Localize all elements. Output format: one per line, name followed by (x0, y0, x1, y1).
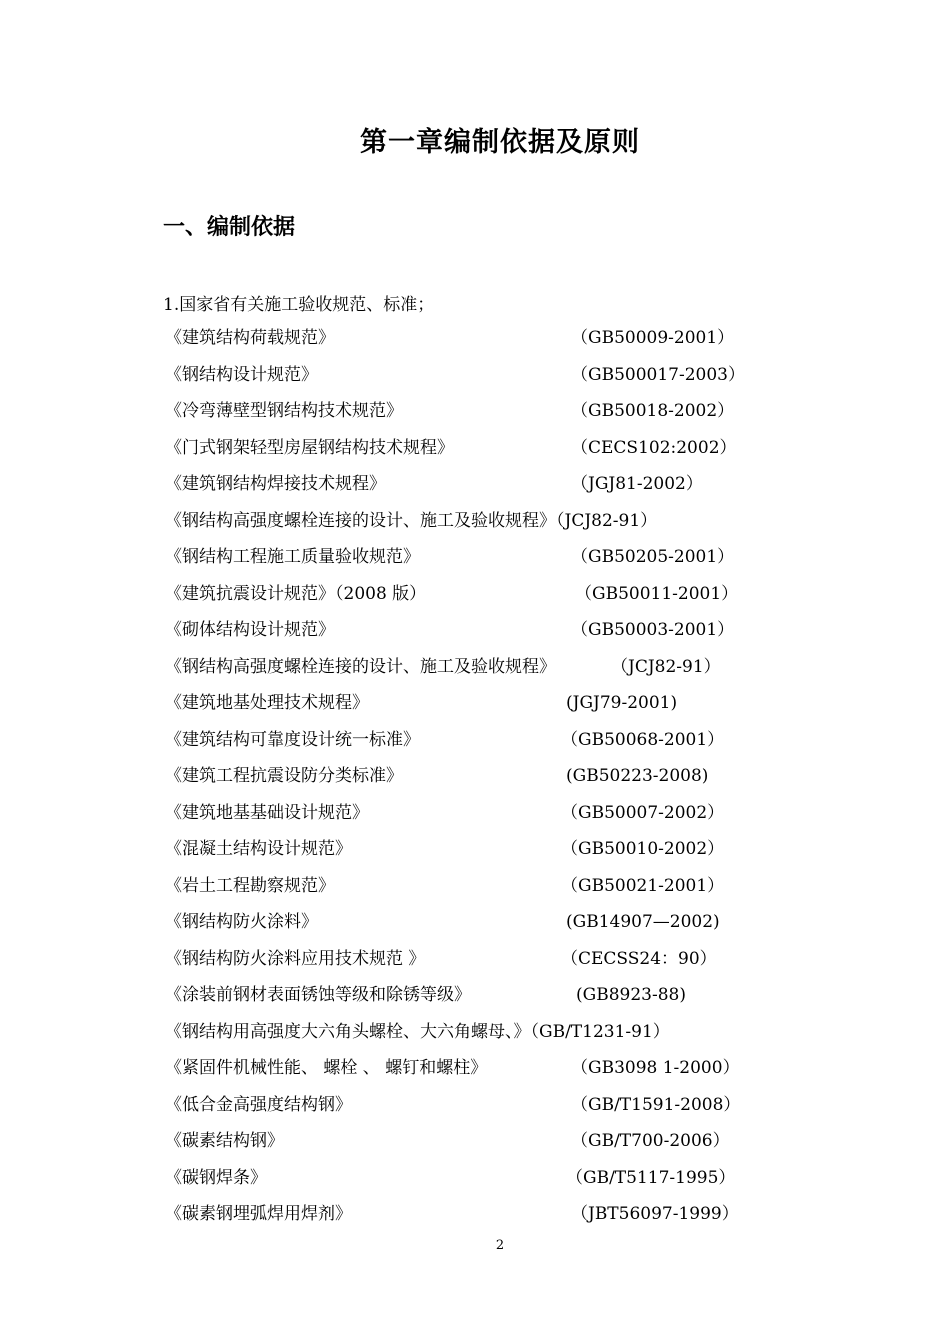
standard-code: （JCJ82-91） (611, 656, 721, 677)
standard-code: （GB/T700-2006） (571, 1131, 730, 1151)
standard-row (165, 728, 765, 765)
chapter-title: 第一章编制依据及原则 (360, 127, 640, 158)
standard-code: （GB/T1591-2008） (571, 1094, 741, 1115)
standard-row (165, 837, 765, 874)
standard-code: （GB50018-2002） (571, 401, 735, 421)
standard-name: 《钢结构工程施工质量验收规范》 (165, 547, 420, 567)
standard-row (165, 509, 765, 546)
standard-code: （GB50010-2002） (561, 839, 725, 859)
standard-code: （GB50205-2001） (571, 547, 735, 567)
standard-row (165, 1202, 765, 1239)
standard-code: （GB50009-2001） (571, 328, 735, 348)
standard-code: （CECS102:2002） (571, 437, 737, 458)
standard-name: 《建筑地基处理技术规程》 (165, 693, 369, 713)
standard-code: （GB50011-2001） (575, 583, 739, 604)
standard-code: （JBT56097-1999） (571, 1204, 739, 1224)
standard-code: (GB14907—2002) (566, 912, 720, 932)
standard-name: 《混凝土结构设计规范》 (165, 839, 352, 859)
standard-row (165, 399, 765, 436)
standard-name: 《门式钢架轻型房屋钢结构技术规程》 (165, 437, 454, 458)
standard-code: (GB50223-2008) (566, 766, 709, 786)
standard-row (165, 947, 765, 984)
standard-name: 《岩土工程勘察规范》 (165, 875, 335, 896)
standard-row (165, 1129, 765, 1166)
standard-code: (GB8923-88) (576, 985, 686, 1005)
standard-name: 《砌体结构设计规范》 (165, 620, 335, 640)
standard-row (165, 1166, 765, 1203)
standard-name: 《建筑结构可靠度设计统一标准》 (165, 729, 420, 750)
standard-name: 《建筑结构荷载规范》 (165, 328, 335, 348)
standard-code: （GB50007-2002） (561, 802, 725, 823)
standard-name: 《碳钢焊条》 (165, 1167, 267, 1188)
standard-name: 《冷弯薄壁型钢结构技术规范》 (165, 401, 403, 421)
standard-name: 《钢结构高强度螺栓连接的设计、施工及验收规程》 (165, 656, 556, 677)
standard-row (165, 655, 765, 692)
standard-row (165, 545, 765, 582)
standard-code: （GB500017-2003） (571, 364, 745, 385)
standard-row (165, 910, 765, 947)
standard-row (165, 1056, 765, 1093)
standard-row (165, 874, 765, 911)
standard-code: （GB/T5117-1995） (566, 1167, 736, 1188)
standard-row (165, 436, 765, 473)
standard-name: 《低合金高强度结构钢》 (165, 1094, 352, 1115)
standard-row (165, 618, 765, 655)
standard-name: 《钢结构设计规范》 (165, 364, 318, 385)
standard-row (165, 691, 765, 728)
standard-name: 《碳素结构钢》 (165, 1131, 284, 1151)
standard-name: 《建筑钢结构焊接技术规程》 (165, 474, 386, 494)
standard-row (165, 363, 765, 400)
standard-code: （GB50021-2001） (561, 875, 725, 896)
standard-name: 《建筑抗震设计规范》（2008 版） (165, 583, 427, 604)
standard-name: 《涂装前钢材表面锈蚀等级和除锈等级》 (165, 985, 471, 1005)
standard-row (165, 1020, 765, 1057)
standard-name: 《建筑工程抗震设防分类标准》 (165, 766, 403, 786)
standard-name: 《钢结构用高强度大六角头螺栓、大六角螺母、》（GB/T1231-91） (165, 1021, 670, 1042)
standard-row (165, 472, 765, 509)
standard-row (165, 582, 765, 619)
standard-name: 《碳素钢埋弧焊用焊剂》 (165, 1204, 352, 1224)
standard-name: 《紧固件机械性能、 螺栓 、 螺钉和螺柱》 (165, 1058, 488, 1078)
standard-name: 《钢结构高强度螺栓连接的设计、施工及验收规程》（JCJ82-91） (165, 510, 658, 531)
standard-row (165, 326, 765, 363)
standards-list (165, 326, 765, 1239)
standard-row (165, 1093, 765, 1130)
standard-code: (JGJ79-2001) (566, 693, 678, 713)
page-number: 2 (495, 1238, 505, 1253)
standard-name: 《钢结构防火涂料应用技术规范 》 (165, 948, 426, 969)
standard-row (165, 764, 765, 801)
standard-row (165, 983, 765, 1020)
standard-code: （CECSS24：90） (561, 948, 717, 969)
standard-name: 《建筑地基基础设计规范》 (165, 802, 369, 823)
standard-code: （GB50003-2001） (571, 620, 735, 640)
standard-code: （JGJ81-2002） (571, 474, 703, 494)
standard-code: （GB3098 1-2000） (571, 1058, 740, 1078)
intro-line: 1.国家省有关施工验收规范、标准； (163, 295, 435, 315)
standard-code: （GB50068-2001） (561, 729, 725, 750)
standard-row (165, 801, 765, 838)
section-heading: 一、编制依据 (163, 215, 296, 240)
standard-name: 《钢结构防火涂料》 (165, 912, 318, 932)
